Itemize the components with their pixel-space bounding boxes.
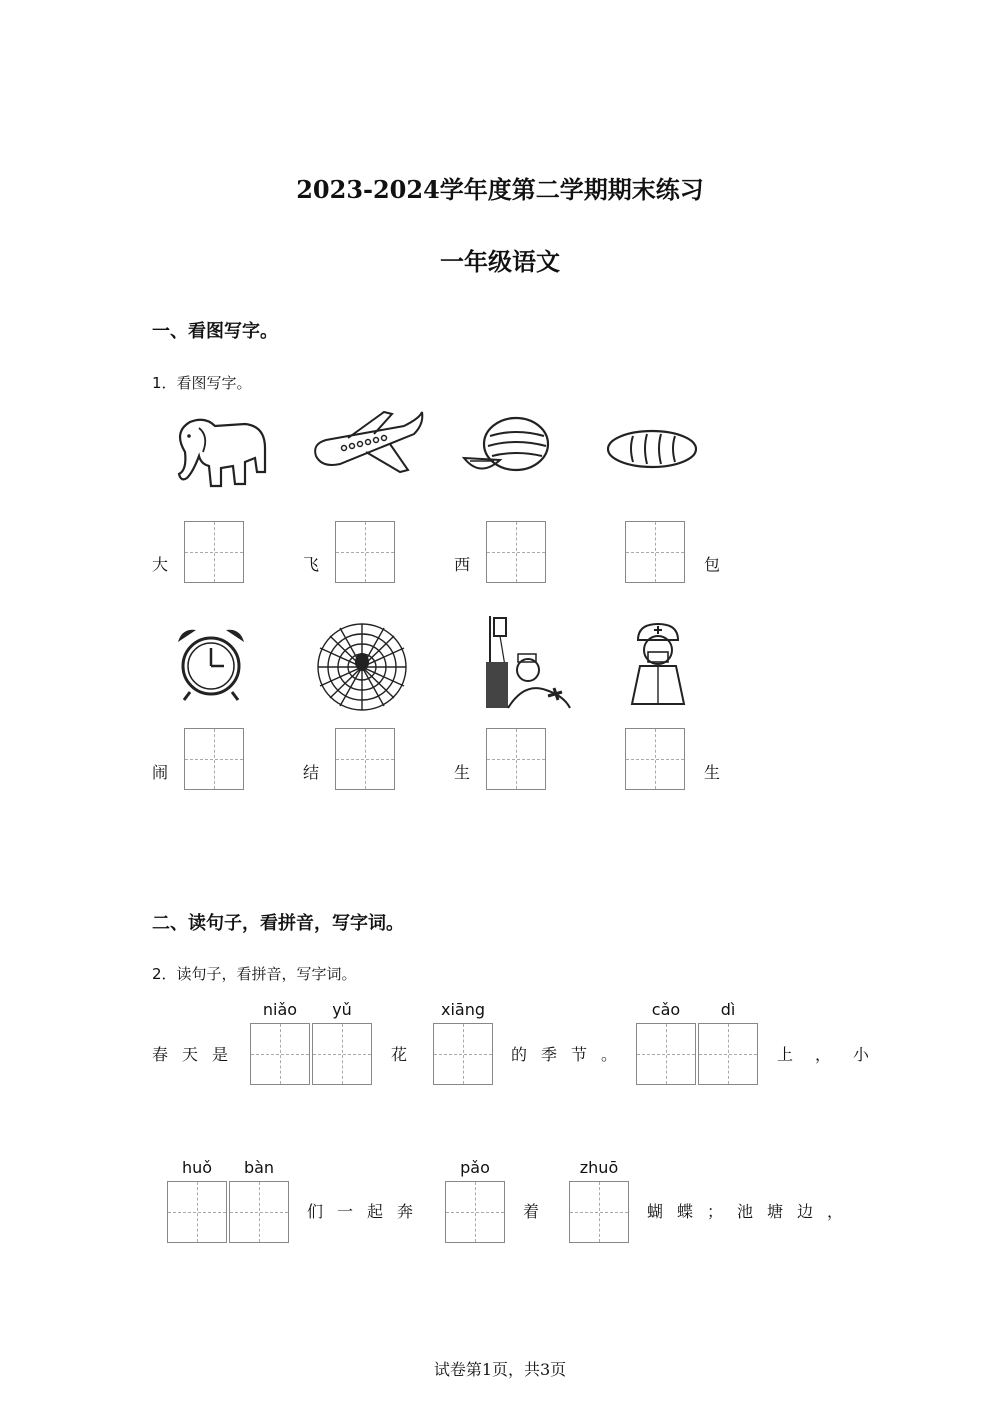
sentence-text: 上，小 [777,1045,892,1064]
section-2-heading: 二、读句子，看拼音，写字词。 [152,913,404,934]
writing-grid[interactable] [335,521,395,583]
page-footer: 试卷第1页，共3页 [433,1360,567,1379]
pinyin-label: niǎo [262,1000,298,1019]
word-prefix-fei: 飞 [303,555,320,574]
page-subtitle: 一年级语文 [440,247,560,276]
sentence-text: 的季节。 [511,1045,632,1064]
pinyin-label: bàn [243,1158,275,1177]
bread-icon [605,428,700,470]
writing-grid[interactable] [229,1181,289,1243]
sick-patient-icon [484,612,574,710]
sentence-text: 蝴蝶；池塘边， [647,1202,858,1221]
writing-grid[interactable] [184,521,244,583]
pinyin-label: pǎo [460,1158,490,1177]
sentence-text: 花 [391,1045,422,1064]
word-prefix-nao: 闹 [152,763,169,782]
spider-web-icon [316,622,408,712]
writing-grid[interactable] [335,728,395,790]
airplane-icon [308,408,426,478]
elephant-icon [165,412,270,490]
writing-grid[interactable] [698,1023,758,1085]
sentence-text: 春天是 [152,1045,243,1064]
pinyin-label: cǎo [651,1000,681,1019]
writing-grid[interactable] [312,1023,372,1085]
watermelon-icon [460,414,552,474]
page-title: 2023-2024学年度第二学期期末练习 [296,175,704,204]
word-prefix-xi: 西 [454,555,471,574]
pinyin-label: xiāng [440,1000,485,1019]
writing-grid[interactable] [184,728,244,790]
writing-grid[interactable] [445,1181,505,1243]
sentence-text: 们一起奔 [307,1202,428,1221]
word-suffix-bao: 包 [704,555,721,574]
word-prefix-sheng: 生 [454,763,471,782]
writing-grid[interactable] [167,1181,227,1243]
writing-grid[interactable] [486,728,546,790]
writing-grid[interactable] [569,1181,629,1243]
word-prefix-da: 大 [152,555,169,574]
pinyin-label: zhuō [579,1158,619,1177]
word-suffix-sheng: 生 [704,763,721,782]
question-1-text: 1．看图写字。 [152,374,252,392]
pinyin-label: dì [720,1000,736,1019]
word-prefix-jie: 结 [303,763,320,782]
alarm-clock-icon [172,624,250,702]
writing-grid[interactable] [625,521,685,583]
doctor-icon [624,620,694,710]
writing-grid[interactable] [250,1023,310,1085]
writing-grid[interactable] [636,1023,696,1085]
pinyin-label: yǔ [332,1000,352,1019]
writing-grid[interactable] [433,1023,493,1085]
writing-grid[interactable] [486,521,546,583]
sentence-text: 着 [523,1202,554,1221]
question-2-text: 2．读句子，看拼音，写字词。 [152,965,357,983]
writing-grid[interactable] [625,728,685,790]
section-1-heading: 一、看图写字。 [152,321,278,342]
pinyin-label: huǒ [181,1158,213,1177]
